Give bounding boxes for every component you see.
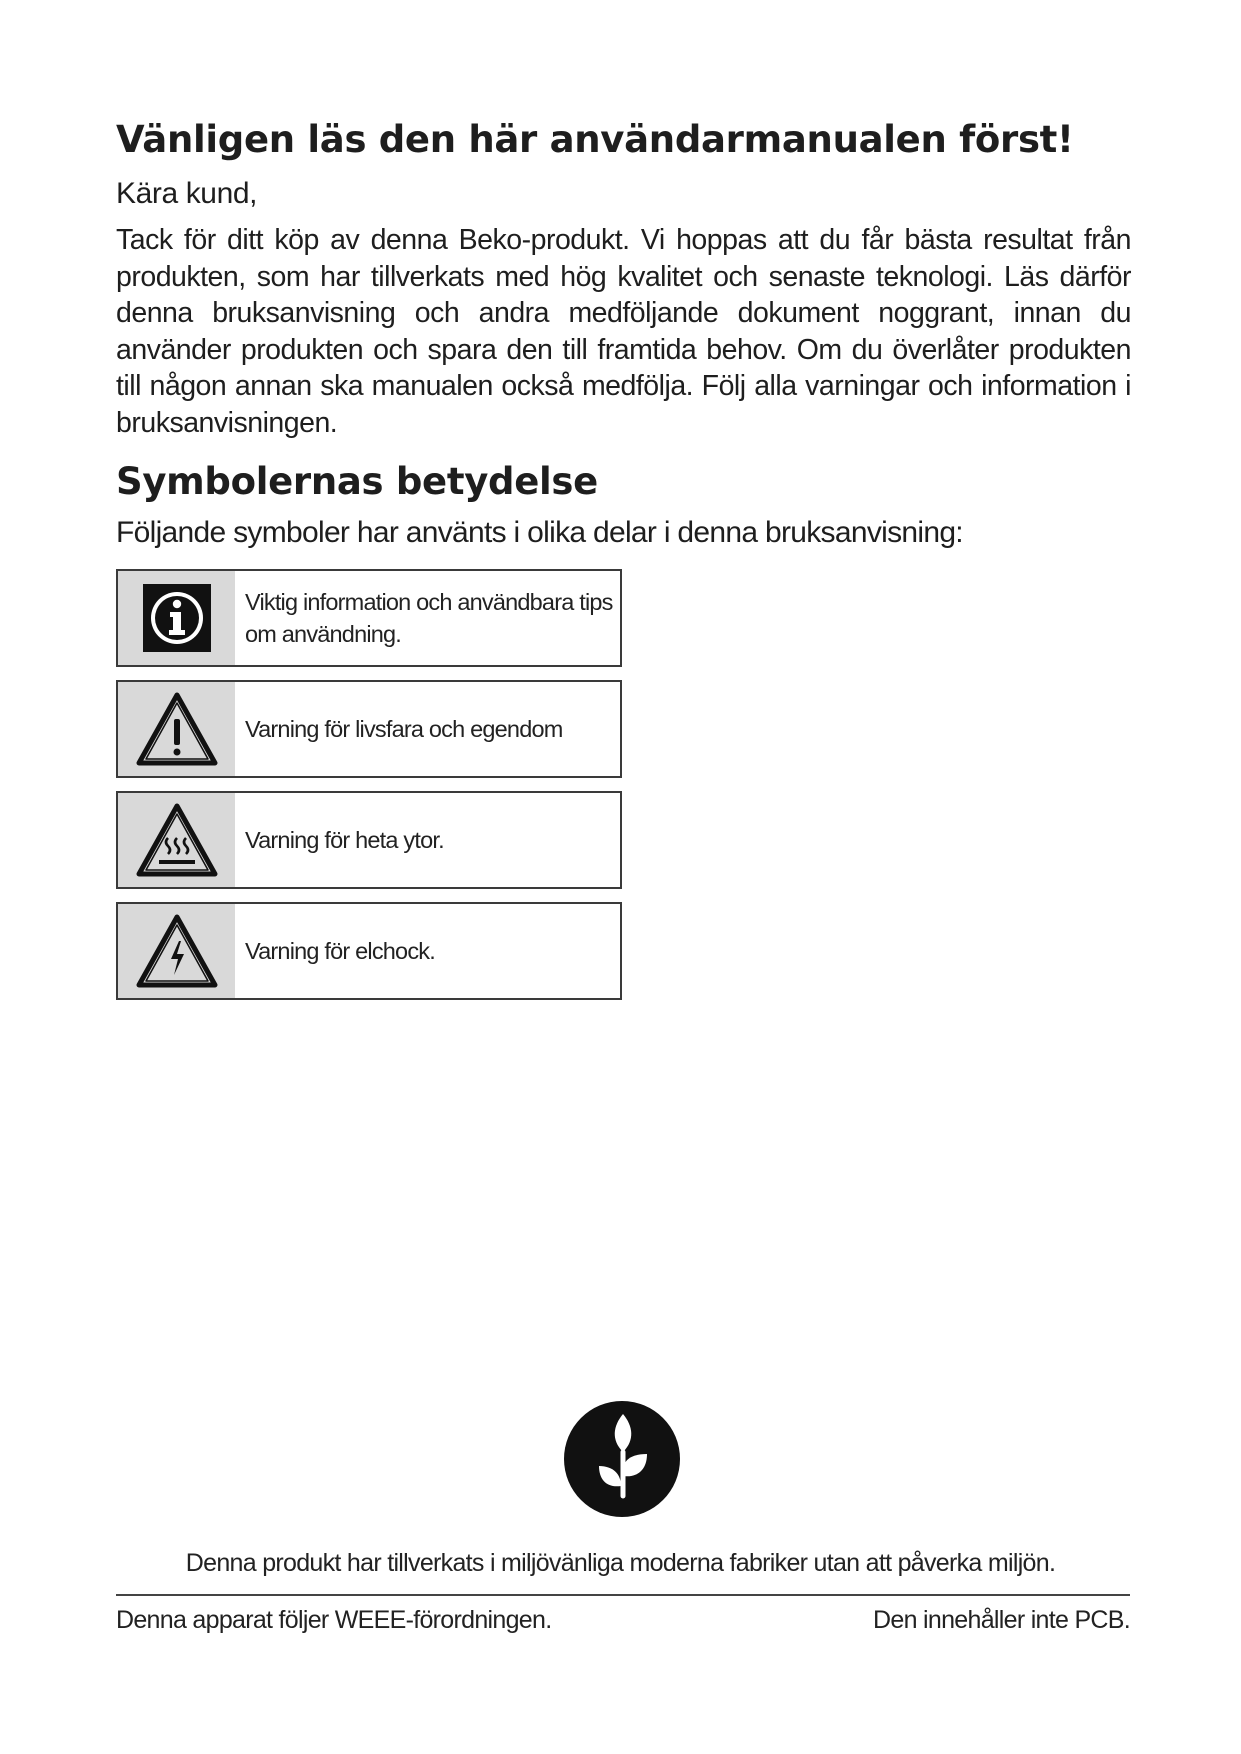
footer-divider (116, 1594, 1130, 1596)
symbols-table (116, 569, 622, 1013)
pcb-statement: Den innehåller inte PCB. (873, 1606, 1130, 1634)
intro-paragraph: Tack för ditt köp av denna Beko-produkt. Vi hoppas att du får bästa resultat från produkten, som har tillverkats med hög kvalitet och senaste teknologi. Läs därför denna bruksanvisning och andra medföljande dokument noggrant, innan du använder produkten och spara den till framtida behov. Om du överlåter produkten till någon annan ska manualen också medfölja. Följ alla varningar och information i bruksanvisningen. (116, 224, 1131, 439)
symbol-row-info (116, 569, 622, 667)
hot-surface-icon (135, 802, 219, 878)
info-icon (141, 582, 213, 654)
page-title: Vänligen läs den här användarmanualen först! (116, 118, 1074, 161)
symbol-text-warning: Varning för livsfara och egendom (245, 716, 563, 742)
symbol-text-electric-shock: Varning för elchock. (245, 938, 435, 964)
symbol-text-hot-surface: Varning för heta ytor. (245, 827, 444, 853)
symbol-row-warning (116, 680, 622, 778)
weee-statement: Denna apparat följer WEEE-förordningen. (116, 1606, 552, 1634)
salutation: Kära kund, (116, 177, 258, 210)
environment-statement: Denna produkt har tillverkats i miljövänliga moderna fabriker utan att påverka miljön. (185, 1549, 1056, 1577)
symbol-row-hot-surface (116, 791, 622, 889)
electric-shock-icon (135, 913, 219, 989)
warning-icon (135, 691, 219, 767)
eco-leaf-icon (563, 1400, 681, 1518)
symbol-row-electric-shock (116, 902, 622, 1000)
symbols-heading: Symbolernas betydelse (116, 460, 598, 503)
symbols-intro: Följande symboler har använts i olika delar i denna bruksanvisning: (116, 516, 963, 549)
symbol-text-info: Viktig information och användbara tips om användning. (245, 589, 613, 647)
